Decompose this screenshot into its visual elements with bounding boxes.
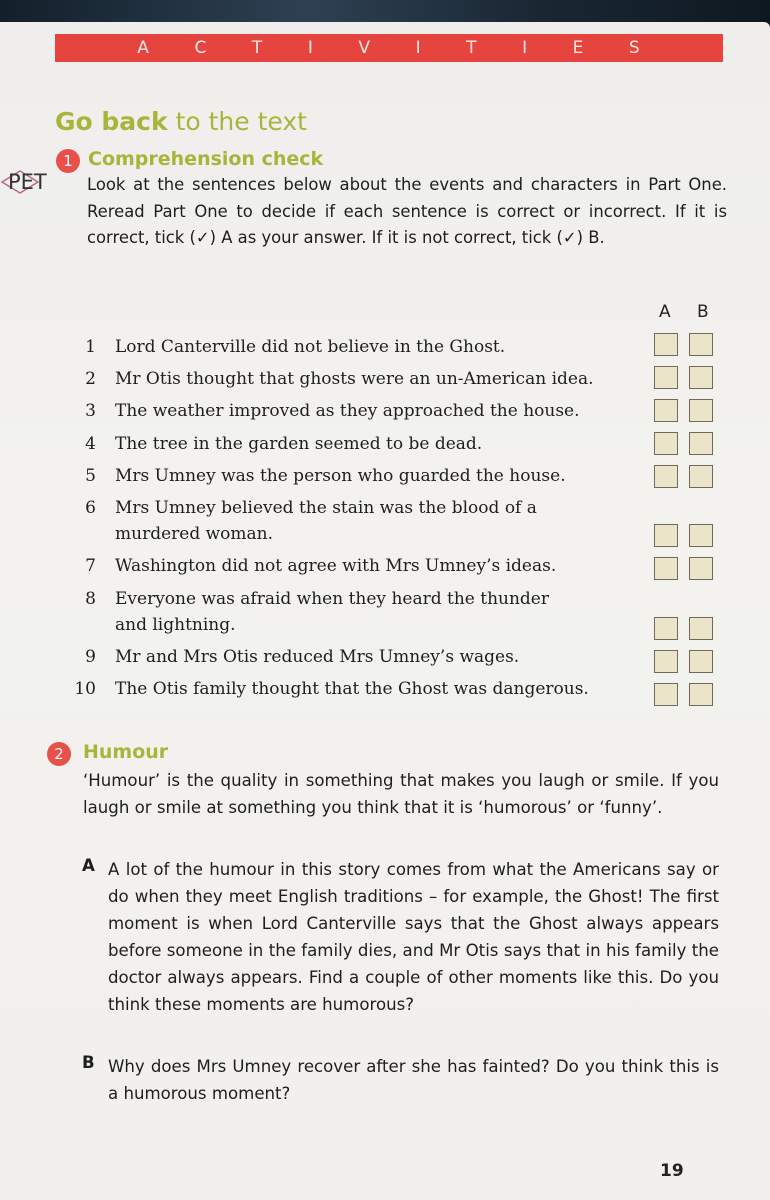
- question-a-text: A lot of the humour in this story comes from what the Americans say or do when they meet English traditions – for example, the Ghost! The first moment is when Lord Canterville says that the Ghost always appears before someone in the family dies, and Mr Otis says that in his family the doctor always appears. Find a couple of other moments like this. Do you think these moments are humorous?: [108, 860, 719, 1014]
- item-number: 8: [85, 589, 96, 609]
- item-number: 6: [85, 498, 96, 518]
- item-number: 7: [85, 556, 96, 576]
- item-text: [115, 644, 635, 670]
- section1-number: 1: [56, 149, 80, 173]
- tick-box-a[interactable]: [654, 465, 678, 488]
- tick-box-b[interactable]: [689, 650, 713, 673]
- item-text-line: Lord Canterville did not believe in the Ghost.: [115, 337, 506, 357]
- question-b-label: B: [82, 1053, 95, 1072]
- banner-letter: I: [415, 38, 422, 58]
- item-text-line: Mr and Mrs Otis reduced Mrs Umney’s wages.: [115, 647, 520, 667]
- pet-label: [0, 168, 56, 196]
- tick-box-b[interactable]: [689, 333, 713, 356]
- tick-box-b[interactable]: [689, 683, 713, 706]
- item-text: [115, 586, 635, 638]
- heading-bold: Go back: [55, 107, 168, 136]
- tick-box-b[interactable]: [689, 399, 713, 422]
- tick-box-a[interactable]: [654, 650, 678, 673]
- tick-box-b[interactable]: [689, 432, 713, 455]
- book-page: [0, 22, 770, 1200]
- item-text-line: Everyone was afraid when they heard the thunder: [115, 589, 549, 609]
- banner-letter: I: [307, 38, 314, 58]
- banner-letter: V: [358, 38, 372, 58]
- item-text: [115, 495, 635, 547]
- question-a-label: A: [82, 856, 95, 875]
- tick-box-b[interactable]: [689, 617, 713, 640]
- section2-number: 2: [47, 742, 71, 766]
- tick-box-a[interactable]: [654, 432, 678, 455]
- banner-letter: I: [522, 38, 529, 58]
- tick-box-a[interactable]: [654, 557, 678, 580]
- tick-box-b[interactable]: [689, 557, 713, 580]
- tick-box-a[interactable]: [654, 399, 678, 422]
- page-number: 19: [660, 1161, 684, 1181]
- tick-box-a[interactable]: [654, 683, 678, 706]
- tick-box-a[interactable]: [654, 524, 678, 547]
- section1-instructions: Look at the sentences below about the events and characters in Part One. Reread Part One to decide if each sentence is correct or incorrect. If it is correct, tick (✓) A as your answer. If it is not correct, tick (✓) B.: [87, 175, 727, 247]
- item-number: 5: [85, 466, 96, 486]
- item-text: [115, 366, 635, 392]
- item-text-line: The Otis family thought that the Ghost was dangerous.: [115, 679, 589, 699]
- item-text-line: murdered woman.: [115, 524, 274, 544]
- column-a-header: A: [659, 302, 671, 322]
- item-text-line: Mr Otis thought that ghosts were an un-American idea.: [115, 369, 594, 389]
- item-text: [115, 463, 635, 489]
- item-number: 4: [85, 434, 96, 454]
- item-number: 3: [85, 401, 96, 421]
- item-number: 9: [85, 647, 96, 667]
- tick-box-b[interactable]: [689, 524, 713, 547]
- item-text: [115, 431, 635, 457]
- section1-title: Comprehension check: [88, 148, 324, 170]
- item-text: [115, 553, 635, 579]
- item-text: [115, 398, 635, 424]
- tick-box-a[interactable]: [654, 366, 678, 389]
- tick-box-a[interactable]: [654, 333, 678, 356]
- item-number: 1: [85, 337, 96, 357]
- page-heading: [55, 107, 307, 136]
- item-text-line: The tree in the garden seemed to be dead.: [115, 434, 483, 454]
- activities-banner: [55, 34, 723, 62]
- item-text-line: Mrs Umney believed the stain was the blood of a: [115, 498, 537, 518]
- item-text-line: and lightning.: [115, 615, 236, 635]
- banner-letter: C: [194, 38, 208, 58]
- item-text: [115, 676, 635, 702]
- item-text-line: The weather improved as they approached the house.: [115, 401, 580, 421]
- heading-rest: to the text: [175, 107, 307, 136]
- banner-letter: T: [251, 38, 264, 58]
- tick-box-b[interactable]: [689, 465, 713, 488]
- item-number: 2: [85, 369, 96, 389]
- column-b-header: B: [697, 302, 709, 322]
- banner-letter: S: [628, 38, 641, 58]
- section2-intro: ‘Humour’ is the quality in something that makes you laugh or smile. If you laugh or smile at something you think that it is ‘humorous’ or ‘funny’.: [83, 771, 719, 817]
- tick-box-a[interactable]: [654, 617, 678, 640]
- banner-letter: E: [572, 38, 585, 58]
- item-text-line: Washington did not agree with Mrs Umney’s ideas.: [115, 556, 557, 576]
- tick-box-b[interactable]: [689, 366, 713, 389]
- banner-letter: T: [466, 38, 478, 58]
- item-text: [115, 334, 635, 360]
- banner-letter: A: [137, 38, 150, 58]
- section2-title: Humour: [83, 741, 169, 763]
- question-b-text: Why does Mrs Umney recover after she has fainted? Do you think this is a humorous moment?: [108, 1057, 719, 1103]
- item-number: 10: [74, 679, 96, 699]
- pet-text: PET: [8, 170, 47, 194]
- item-text-line: Mrs Umney was the person who guarded the house.: [115, 466, 566, 486]
